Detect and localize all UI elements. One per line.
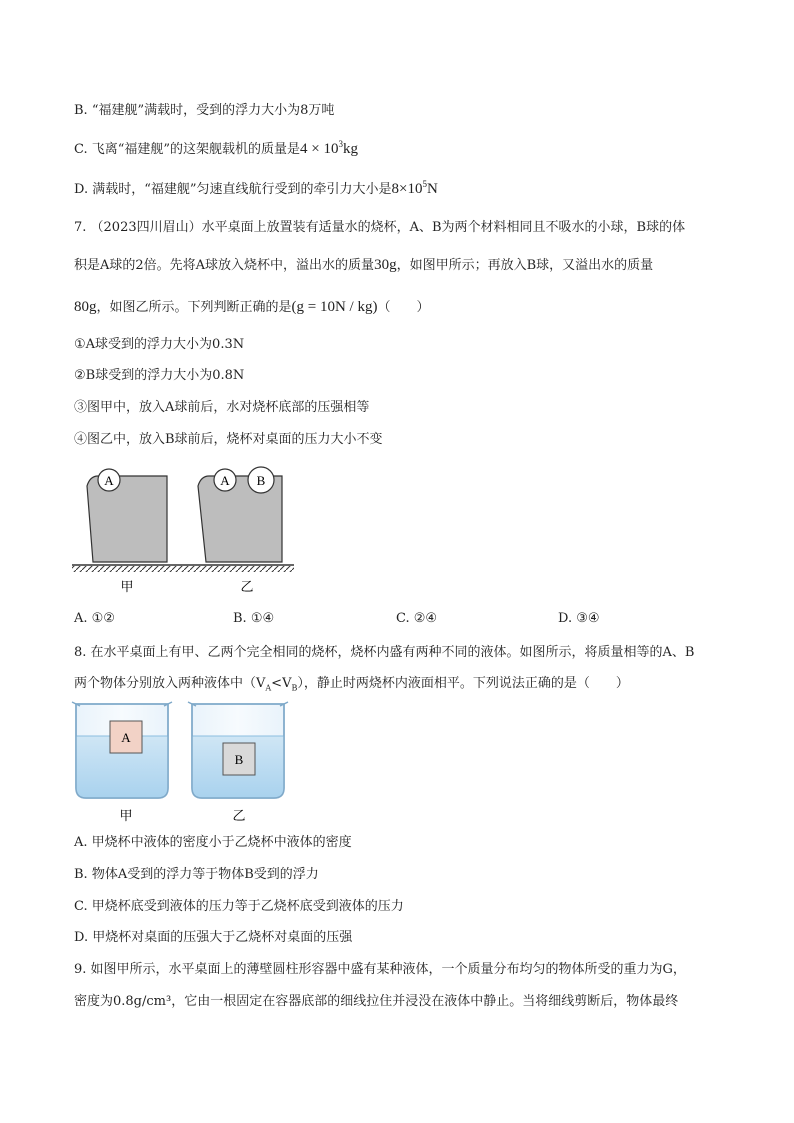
q9-line-1: 9. 如图甲所示，水平桌面上的薄壁圆柱形容器中盛有某种液体，一个质量分布均匀的物体所受的重力为G， [74, 962, 686, 977]
q8-line-1: 8. 在水平桌面上有甲、乙两个完全相同的烧杯，烧杯内盛有两种不同的液体。如图所示，将质量相等的A、B [74, 645, 695, 660]
q7-option-c: C. ②④ [396, 611, 438, 626]
q7-option-d: D. ③④ [558, 611, 600, 626]
q8-line-2: 两个物体分别放入两种液体中$(V_A<V_B)$，静止时两烧杯内液面相平。下列说法正确的是（ ） [74, 676, 629, 693]
q7-statement-1: ①A球受到的浮力大小为0.3N [74, 337, 245, 352]
fig-label-yi: 乙 [240, 579, 254, 594]
q7-statement-4: ④图乙中，放入B球前后，烧杯对桌面的压力大小不变 [74, 432, 383, 447]
block-a-label: A [121, 730, 131, 745]
q7-beaker-figure [70, 462, 300, 598]
q6-option-d [74, 180, 438, 199]
q7-statement-2: ②B球受到的浮力大小为0.8N [74, 368, 245, 383]
q7-option-a: A. ①② [74, 611, 115, 626]
q8-option-c: C. 甲烧杯底受到液体的压力等于乙烧杯底受到液体的压力 [74, 899, 404, 914]
q7-mass-b: 80g [74, 299, 97, 315]
q6-option-d-math: $8\times 10^5N$ [391, 179, 438, 197]
q7-option-b: B. ①④ [233, 611, 275, 626]
q8-option-a: A. 甲烧杯中液体的密度小于乙烧杯中液体的密度 [74, 835, 352, 850]
q7-line-2: 积是A球的2倍。先将A球放入烧杯中，溢出水的质量30g，如图甲所示；再放入B球，又溢出水的质量 [74, 257, 654, 273]
q7-mass-a: 30g [374, 257, 397, 273]
q7-line-3: 80g，如图乙所示。下列判断正确的是(g = 10N / kg)（ ） [74, 299, 430, 315]
fig-label-jia: 甲 [120, 579, 134, 594]
beaker-left [87, 476, 167, 562]
table-hatch [72, 566, 294, 572]
q8-option-b: B. 物体A受到的浮力等于物体B受到的浮力 [74, 867, 319, 882]
q6-option-c-math: $4 \times 10^3kg$ [300, 139, 359, 157]
q6-option-b: B. “福建舰”满载时，受到的浮力大小为8万吨 [74, 103, 335, 118]
q6-option-c [74, 140, 358, 159]
q6-option-c-text: C. 飞离“福建舰”的这架舰载机的质量是 [74, 142, 301, 157]
block-b-label: B [234, 752, 244, 767]
ball-a-right-label: A [220, 473, 230, 488]
q8-option-d: D. 甲烧杯对桌面的压强大于乙烧杯对桌面的压强 [74, 930, 353, 945]
ball-a-left-label: A [104, 473, 114, 488]
q8-beaker-figure [70, 698, 290, 826]
q7-statement-3: ③图甲中，放入A球前后，水对烧杯底部的压强相等 [74, 400, 370, 415]
q6-option-d-text: D. 满载时，“福建舰”匀速直线航行受到的牵引力大小是 [74, 182, 392, 197]
fig-label-yi: 乙 [232, 808, 246, 823]
q7-line-1: 7. （2023四川眉山）水平桌面上放置装有适量水的烧杯，A、B为两个材料相同且不吸水的小球，B球的体 [74, 220, 686, 235]
q9-line-2: 密度为0.8g/cm³，它由一根固定在容器底部的细线拉住并浸没在液体中静止。当将细线剪断后，物体最终 [74, 994, 679, 1009]
q7-g-formula: (g = 10N / kg) [291, 299, 378, 315]
ball-b-label: B [256, 473, 266, 488]
fig-label-jia: 甲 [119, 808, 133, 823]
